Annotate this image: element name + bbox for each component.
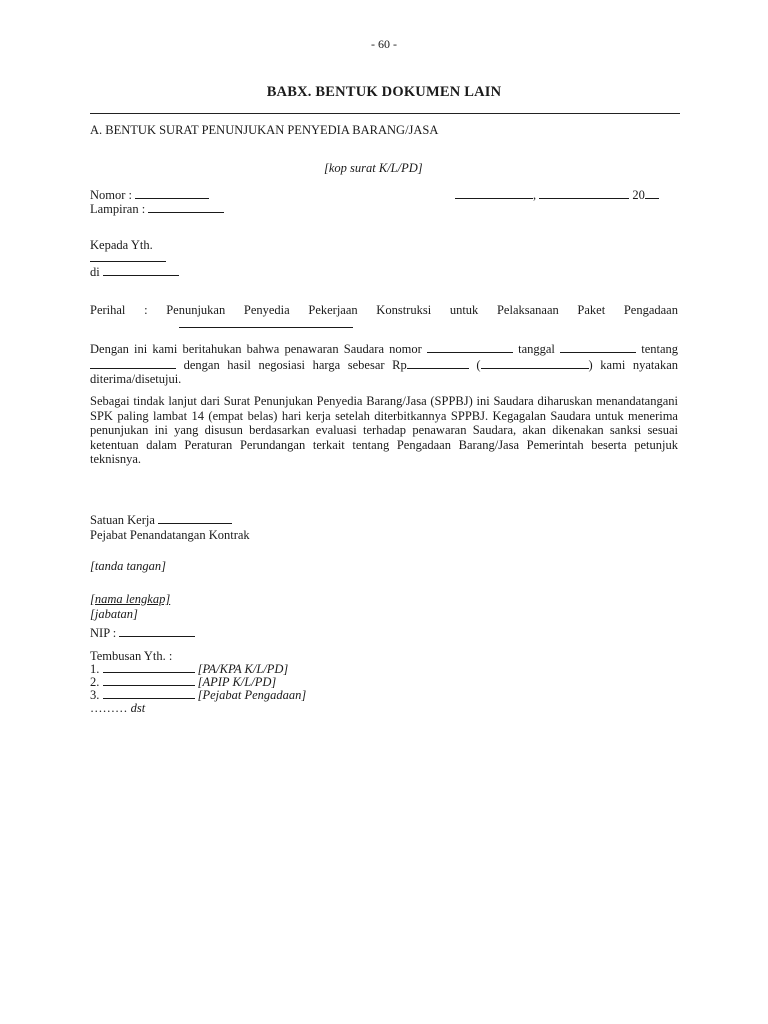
cc-heading: Tembusan Yth. : — [90, 649, 173, 663]
cc-number: 1. — [90, 662, 103, 676]
work-unit-blank — [158, 512, 232, 524]
full-name-placeholder: [nama lengkap] — [90, 592, 171, 606]
location-blank — [103, 264, 179, 276]
subject-line: Perihal : Penunjukan Penyedia Pekerjaan Konstruksi untuk Pelaksanaan Paket Pengadaan — [90, 303, 678, 317]
cc-label: [Pejabat Pengadaan] — [194, 688, 307, 702]
recipient-blank-line — [90, 250, 166, 265]
nomor-blank — [135, 187, 209, 199]
nip-label: NIP : — [90, 626, 120, 640]
offer-amount-blank — [407, 357, 469, 369]
cc-number: 2. — [90, 675, 103, 689]
lampiran-label: Lampiran : — [90, 202, 149, 216]
cc-item-3 — [90, 687, 306, 702]
offer-text-6: ) kami nyatakan diterima/disetujui. — [90, 357, 679, 386]
offer-text-2: tanggal — [512, 342, 561, 356]
offer-text-4: dengan hasil negosiasi harga sebesar Rp — [176, 357, 407, 372]
recipient-heading: Kepada Yth. — [90, 238, 153, 252]
cc-etc — [90, 701, 145, 715]
cc-blank — [103, 661, 195, 673]
cc-blank — [103, 674, 195, 686]
cc-etc-dots: ……… — [90, 701, 131, 715]
nomor-label: Nomor : — [90, 188, 136, 202]
nomor-line — [90, 187, 209, 202]
position-placeholder: [jabatan] — [90, 607, 138, 621]
di-label: di — [90, 265, 103, 279]
cc-label: [PA/KPA K/L/PD] — [194, 662, 289, 676]
work-unit-line — [90, 512, 232, 527]
title-divider — [90, 113, 680, 114]
offer-text-5: ( — [476, 357, 481, 372]
date-blank — [539, 187, 629, 199]
recipient-location-line — [90, 264, 179, 279]
offer-amount-words-blank — [481, 357, 589, 369]
cc-label: [APIP K/L/PD] — [194, 675, 277, 689]
lampiran-line — [90, 201, 224, 216]
offer-text-3: tentang — [636, 342, 679, 356]
nip-blank — [119, 625, 195, 637]
work-unit-label: Satuan Kerja — [90, 513, 159, 527]
lampiran-blank — [148, 201, 224, 213]
subject-blank-line — [179, 316, 353, 331]
offer-date-blank — [560, 341, 636, 353]
chapter-title: BABX. BENTUK DOKUMEN LAIN — [266, 84, 502, 100]
page-number: - 60 - — [371, 37, 397, 51]
offer-subject-blank — [90, 357, 176, 369]
nip-line — [90, 625, 195, 640]
cc-blank — [103, 687, 195, 699]
place-blank — [455, 187, 533, 199]
subject-blank — [179, 316, 353, 328]
cc-etc-label: dst — [130, 701, 146, 715]
section-title: A. BENTUK SURAT PENUNJUKAN PENYEDIA BARANG/JASA — [90, 123, 439, 137]
recipient-blank — [90, 250, 166, 262]
signature-placeholder: [tanda tangan] — [90, 559, 167, 573]
date-year: 20 — [629, 188, 645, 202]
offer-text-1: Dengan ini kami beritahukan bahwa penawaran Saudara nomor — [90, 342, 427, 356]
offer-number-blank — [427, 341, 513, 353]
cc-number: 3. — [90, 688, 103, 702]
date-line — [455, 187, 659, 202]
letterhead-placeholder: [kop surat K/L/PD] — [324, 161, 423, 175]
date-separator: , — [533, 188, 540, 202]
obligation-paragraph: Sebagai tindak lanjut dari Surat Penunjukan Penyedia Barang/Jasa (SPPBJ) ini Saudara diharuskan menandatangani SPK paling lambat 14 (empat belas) hari kerja setelah diterbitkannya SPPBJ. Kegagalan Saudara untuk menerima penunjukan ini yang disusun berdasarkan evaluasi terhadap penawaran Saudara, akan dikenakan sanksi sesuai ketentuan dalam Peraturan Perundangan terkait tentang Pengadaan Barang/Jasa Pemerintah beserta petunjuk teknisnya. — [90, 394, 678, 466]
year-blank — [645, 187, 659, 199]
signatory-title: Pejabat Penandatangan Kontrak — [90, 528, 250, 542]
offer-paragraph — [90, 341, 678, 387]
